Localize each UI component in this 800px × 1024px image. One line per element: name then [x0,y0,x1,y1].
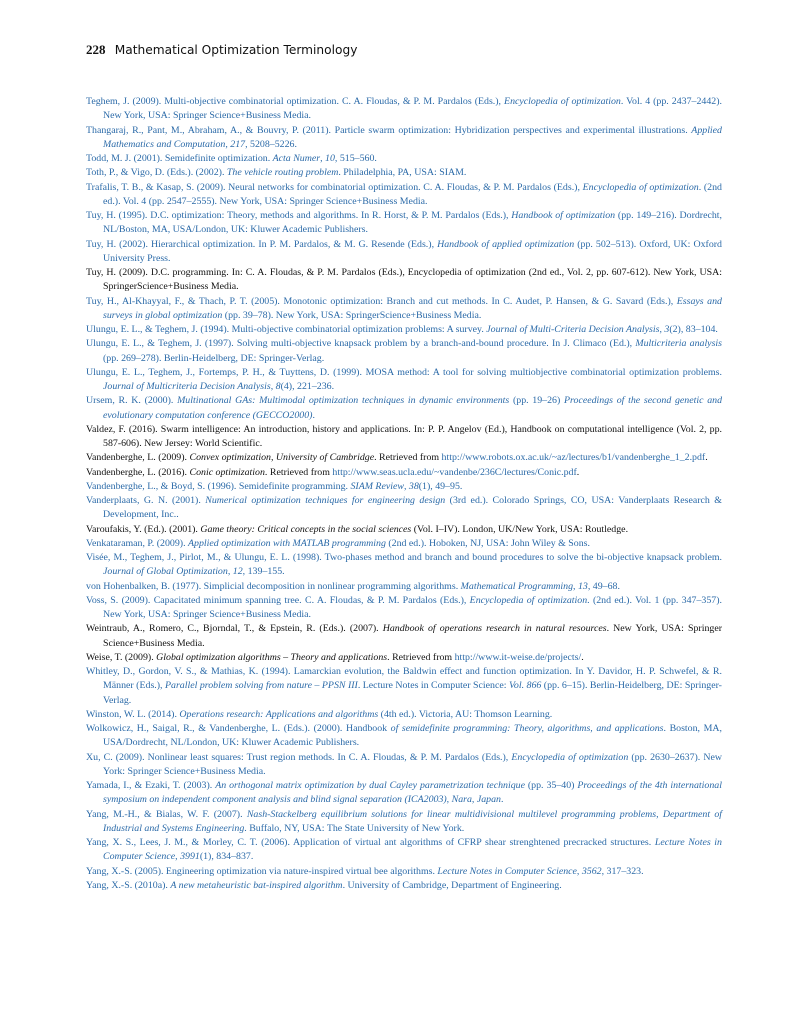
reference-text: Tuy, H., Al-Khayyal, F., & Thach, P. T. (2005). Monotonic optimization: Branch and cut methods. In C. Audet, P. Hansen, & G. Savard (Eds.), [86,295,677,307]
reference-entry[interactable] [86,152,722,166]
reference-text: Ulungu, E. L., & Teghem, J. (1997). Solving multi-objective knapsack problem by a branch-and-bound procedure. In J. Climaco (Ed.), [86,338,636,350]
reference-italic-text: 10 [325,153,335,164]
reference-italic-text: Journal of Multi-Criteria Decision Analysis [486,324,660,335]
reference-text: (pp. 35–40) [524,780,578,791]
reference-text: Weintraub, A., Romero, C., Bjorndal, T., & Epstein, R. (Eds.). (2007). [86,623,383,635]
reference-text: Yang, X. S., Lees, J. M., & Morley, C. T. (2006). Application of virtual ant algorithms of CFRP shear strenghtened precracked structures. [86,837,655,848]
reference-italic-text: Encyclopedia of optimization [469,594,588,606]
reference-entry [86,622,722,651]
reference-entry[interactable] [86,394,722,423]
reference-text: Yang, X.-S. (2005). Engineering optimization via nature-inspired virtual bee algorithms. [86,865,438,877]
reference-entry[interactable] [86,209,722,238]
reference-text: . Vol. 4 (pp. 2437–2442). New York, USA: Springer Science+Business Media. [103,96,722,122]
reference-list [86,95,722,893]
reference-text: Tuy, H. (2009). D.C. programming. In: C. A. Floudas, & P. M. Pardalos (Eds.), Encyclopedia of optimization (2nd ed., Vol. 2, pp. 607-612). New York, USA: SpringerScience+Business Media. [86,267,722,293]
reference-italic-text: Essays and surveys in global optimization [103,295,722,321]
reference-text: Yamada, I., & Ezaki, T. (2003). [86,780,216,791]
reference-text: (pp. 19–26) [509,395,564,407]
reference-entry[interactable] [86,494,722,523]
reference-text: . New York, USA: Springer Science+Business Media. [103,623,723,649]
reference-entry[interactable] [86,836,722,865]
reference-text: , [270,381,276,392]
reference-entry[interactable] [86,580,722,594]
reference-text: (Vol. I–IV). London, UK/New York, USA: Routledge. [411,523,629,535]
reference-url-link[interactable]: http://www.seas.ucla.edu/~vandenbe/236C/lectures/Conic.pdf [332,466,577,478]
reference-text: (1), 834–837. [199,851,254,863]
reference-italic-text: 217 [230,138,246,150]
reference-text: Xu, C. (2009). Nonlinear least squares: Trust region methods. In C. A. Floudas, & P. M. Pardalos (Eds.), [86,751,512,763]
reference-text: (pp. 2630–2637). New York: Springer Science+Business Media. [103,751,722,777]
reference-italic-text: 3562 [581,865,602,877]
reference-entry[interactable] [86,551,722,580]
reference-italic-text: 3991 [180,851,200,863]
reference-entry [86,266,722,295]
reference-italic-text: Operations research: Applications and algorithms [179,708,379,720]
reference-text: (2), 83–104. [669,324,718,335]
reference-entry [86,651,722,665]
reference-italic-text: Vol. 866 [508,680,542,692]
reference-text: (4th ed.). Victoria, AU: Thomson Learning. [378,708,553,720]
reference-text: , [175,851,181,863]
reference-entry [86,423,722,452]
reference-text: Yang, M.-H., & Bialas, W. F. (2007). [86,808,247,820]
reference-text: Toth, P., & Vigo, D. (Eds.). (2002). [86,167,227,179]
reference-text: . [312,409,315,421]
reference-text: Ursem, R. K. (2000). [86,395,178,407]
reference-url-link[interactable]: http://www.robots.ox.ac.uk/~az/lectures/b1/vandenberghe_1_2.pdf [441,452,706,464]
reference-entry[interactable] [86,537,722,551]
reference-italic-text: Encyclopedia of optimization [504,96,621,107]
reference-text: (pp. 502–513). Oxford, UK: Oxford University Press. [103,238,722,264]
reference-entry[interactable] [86,238,722,267]
reference-text: . Lecture Notes in Computer Science: [357,680,509,692]
reference-entry[interactable] [86,366,722,395]
reference-text: . [576,466,580,478]
reference-text: Thangaraj, R., Pant, M., Abraham, A., & Bouvry, P. (2011). Particle swarm optimization: Hybridization perspectives and experimental illustrations. [86,124,692,136]
reference-text: . (2nd ed.). Vol. 4 (pp. 2547–2555). New York, USA: Springer Science+Business Media. [103,181,722,207]
reference-text: Ulungu, E. L., & Teghem, J. (1994). Multi-objective combinatorial optimization problems: A survey. [86,324,487,335]
reference-entry[interactable] [86,124,722,153]
reference-entry[interactable] [86,808,722,837]
reference-italic-text: Conic optimization [189,466,265,478]
reference-entry[interactable] [86,665,722,708]
reference-italic-text: Handbook of optimization [511,210,616,221]
reference-text: Vandenberghe, L., & Boyd, S. (1996). Semidefinite programming. [86,480,351,492]
reference-text: . Retrieved from [374,452,442,464]
reference-text: . Boston, MA, USA/Dordrecht, NL/London, UK: Kluwer Academic Publishers. [103,723,722,749]
reference-text: Yang, X.-S. (2010a). [86,879,171,891]
running-title: Mathematical Optimization Terminology [114,43,358,57]
reference-text: Ulungu, E. L., Teghem, J., Fortemps, P. H., & Tuyttens, D. (1999). MOSA method: A tool for solving multiobjective combinatorial optimization problems. [86,366,722,378]
reference-italic-text: Nash-Stackelberg equilibrium solutions for linear multidivisional multilevel programming problems, Department of Industrial and Systems Engineering [103,808,723,834]
reference-entry[interactable] [86,708,722,722]
reference-text: , 515–560. [334,153,377,164]
reference-italic-text: A new metaheuristic bat-inspired algorithm [170,879,343,891]
reference-text: (pp. 269–278). Berlin-Heidelberg, DE: Springer-Verlag. [103,352,325,364]
reference-italic-text: Encyclopedia of optimization [582,181,699,193]
reference-italic-text: Applied Mathematics and Computation [103,124,722,150]
reference-text: , [573,580,578,592]
reference-text: (4), 221–236. [280,381,335,392]
reference-text: (3rd ed.). Colorado Springs, CO, USA: Vanderplaats Research & Development, Inc.. [103,495,722,521]
reference-text: Vandenberghe, L. (2009). [86,452,190,464]
reference-italic-text: Lecture Notes in Computer Science [437,865,577,877]
reference-text: , 49–68. [587,580,620,592]
reference-text: Valdez, F. (2016). Swarm intelligence: An introduction, history and applications. In: P. P. Angelov (Ed.), Handbook on computational intelligence (Vol. 2, pp. 587-606). New Jersey: World Scientific. [86,423,722,449]
reference-text: (pp. 39–78). New York, USA: SpringerScience+Business Media. [222,309,482,321]
reference-entry [86,451,722,465]
reference-text: (pp. 149–216). Dordrecht, NL/Boston, MA, USA/London, UK: Kluwer Academic Publishers. [103,210,723,236]
reference-text: Weise, T. (2009). [86,651,157,663]
reference-text: Varoufakis, Y. (Ed.). (2001). [86,523,201,535]
reference-text: . [501,794,504,806]
reference-text: Vanderplaats, G. N. (2001). [86,495,206,506]
reference-italic-text: Lecture Notes in Computer Science [103,837,722,863]
reference-italic-text: SIAM Review [350,480,404,492]
reference-italic-text: Global optimization algorithms – Theory and applications [156,651,388,663]
reference-text: Teghem, J. (2009). Multi-objective combinatorial optimization. C. A. Floudas, & P. M. Pardalos (Eds.), [86,96,505,107]
reference-italic-text: 8 [275,381,281,392]
page-number: 228 [86,42,106,57]
reference-text: . (2nd ed.). Vol. 1 (pp. 347–357). New York, USA: Springer Science+Business Media. [103,594,723,620]
reference-italic-text: Proceedings of the second genetic and evolutionary computation conference (GECCO2000) [103,395,723,421]
reference-italic-text: Mathematical Programming [460,580,574,592]
reference-text: . Philadelphia, PA, USA: SIAM. [338,167,467,179]
reference-italic-text: Multicriteria analysis [635,338,722,350]
page-header [86,42,357,58]
reference-italic-text: The vehicle routing problem [226,167,339,179]
reference-text: . University of Cambridge, Department of Engineering. [342,879,562,891]
reference-text: Tuy, H. (1995). D.C. optimization: Theory, methods and algorithms. In R. Horst, & P. M. Pardalos (Eds.), [86,210,512,221]
reference-text: . Buffalo, NY, USA: The State University of New York. [244,822,465,834]
reference-entry[interactable] [86,865,722,879]
reference-text: , [225,138,231,150]
reference-text: Whitley, D., Gordon, V. S., & Mathias, K. (1994). Lamarckian evolution, the Baldwin effect and function optimization. In Y. Davidor, H. P. Schwefel, & R. Männer (Eds.), [86,666,722,692]
reference-text: . [581,651,584,663]
reference-text: von Hohenbalken, B. (1977). Simplicial decomposition in nonlinear programming algorithms. [86,580,461,592]
reference-italic-text: Game theory: Critical concepts in the social sciences [200,523,412,535]
reference-text: , 317–323. [601,865,644,877]
reference-entry [86,466,722,480]
reference-entry[interactable] [86,751,722,780]
reference-italic-text: Encyclopedia of optimization [511,751,629,763]
reference-entry[interactable] [86,879,722,893]
reference-text: Voss, S. (2009). Capacitated minimum spanning tree. C. A. Floudas, & P. M. Pardalos (Eds.), [86,594,470,606]
reference-text: (pp. 6–15). Berlin-Heidelberg, DE: Springer-Verlag. [103,680,722,706]
reference-entry[interactable] [86,323,722,337]
reference-entry[interactable] [86,95,722,124]
reference-text: Winston, W. L. (2014). [86,708,180,720]
reference-text: , [576,865,582,877]
reference-text: , [403,480,409,492]
reference-text: Trafalis, T. B., & Kasap, S. (2009). Neural networks for combinatorial optimization. C. A. Floudas, & P. M. Pardalos (Eds.), [86,181,583,193]
reference-entry[interactable] [86,594,722,623]
reference-entry[interactable] [86,166,722,180]
reference-text: Venkataraman, P. (2009). [86,537,189,549]
reference-italic-text: Journal of Global Optimization [103,566,228,578]
reference-text: . Retrieved from [264,466,333,478]
reference-text: . [705,452,708,464]
reference-italic-text: Convex optimization, University of Cambridge [189,452,375,464]
reference-italic-text: Proceedings of the 4th international symposium on independent component analysis and blind signal separation (ICA2003), Nara, Japan [103,780,722,806]
reference-text: (1), 49–95. [418,480,463,492]
reference-entry[interactable] [86,779,722,808]
reference-text: Vandenberghe, L. (2016). [86,466,190,478]
reference-entry[interactable] [86,480,722,494]
reference-entry[interactable] [86,181,722,210]
reference-text: , 139–155. [242,566,285,578]
reference-text: Visée, M., Teghem, J., Pirlot, M., & Ulungu, E. L. (1998). Two-phases method and branch and bound procedures to solve the bi-objective knapsack problem. [86,552,722,563]
reference-italic-text: 3 [664,324,670,335]
reference-italic-text: Applied optimization with MATLAB programming [188,537,386,549]
reference-text: Tuy, H. (2002). Hierarchical optimization. In P. M. Pardalos, & M. G. Resende (Eds.), [86,238,438,250]
reference-text: , 5208–5226. [245,138,297,150]
reference-text: Wolkowicz, H., Saigal, R., & Vandenberghe, L. (Eds.). (2000). Handbook [86,723,391,734]
reference-italic-text: An orthogonal matrix optimization by dual Cayley parametrization technique [215,780,525,791]
reference-italic-text: of semidefinite programming: Theory, algorithms, and applications [390,723,664,734]
reference-text: (2nd ed.). Hoboken, NJ, USA: John Wiley & Sons. [385,537,590,549]
reference-entry[interactable] [86,722,722,751]
reference-italic-text: Handbook of applied optimization [437,238,575,250]
reference-italic-text: 38 [408,480,419,492]
reference-entry[interactable] [86,295,722,324]
reference-text: , [320,153,326,164]
reference-italic-text: Acta Numer [272,153,321,164]
reference-entry [86,523,722,537]
reference-italic-text: Numerical optimization techniques for engineering design [205,495,446,506]
reference-italic-text: Handbook of operations research in natural resources [382,623,607,635]
reference-italic-text: 13 [577,580,588,592]
reference-entry[interactable] [86,337,722,366]
reference-text: Todd, M. J. (2001). Semidefinite optimization. [86,153,273,164]
reference-italic-text: Parallel problem solving from nature – PPSN III [164,680,358,692]
reference-url-link[interactable]: http://www.it-weise.de/projects/ [454,651,582,663]
reference-italic-text: Multinational GAs: Multimodal optimization techniques in dynamic environments [177,395,510,407]
reference-italic-text: Journal of Multicriteria Decision Analysis [103,381,271,392]
reference-italic-text: 12 [232,566,243,578]
reference-text: , [227,566,233,578]
reference-text: , [659,324,665,335]
reference-text: . Retrieved from [387,651,455,663]
